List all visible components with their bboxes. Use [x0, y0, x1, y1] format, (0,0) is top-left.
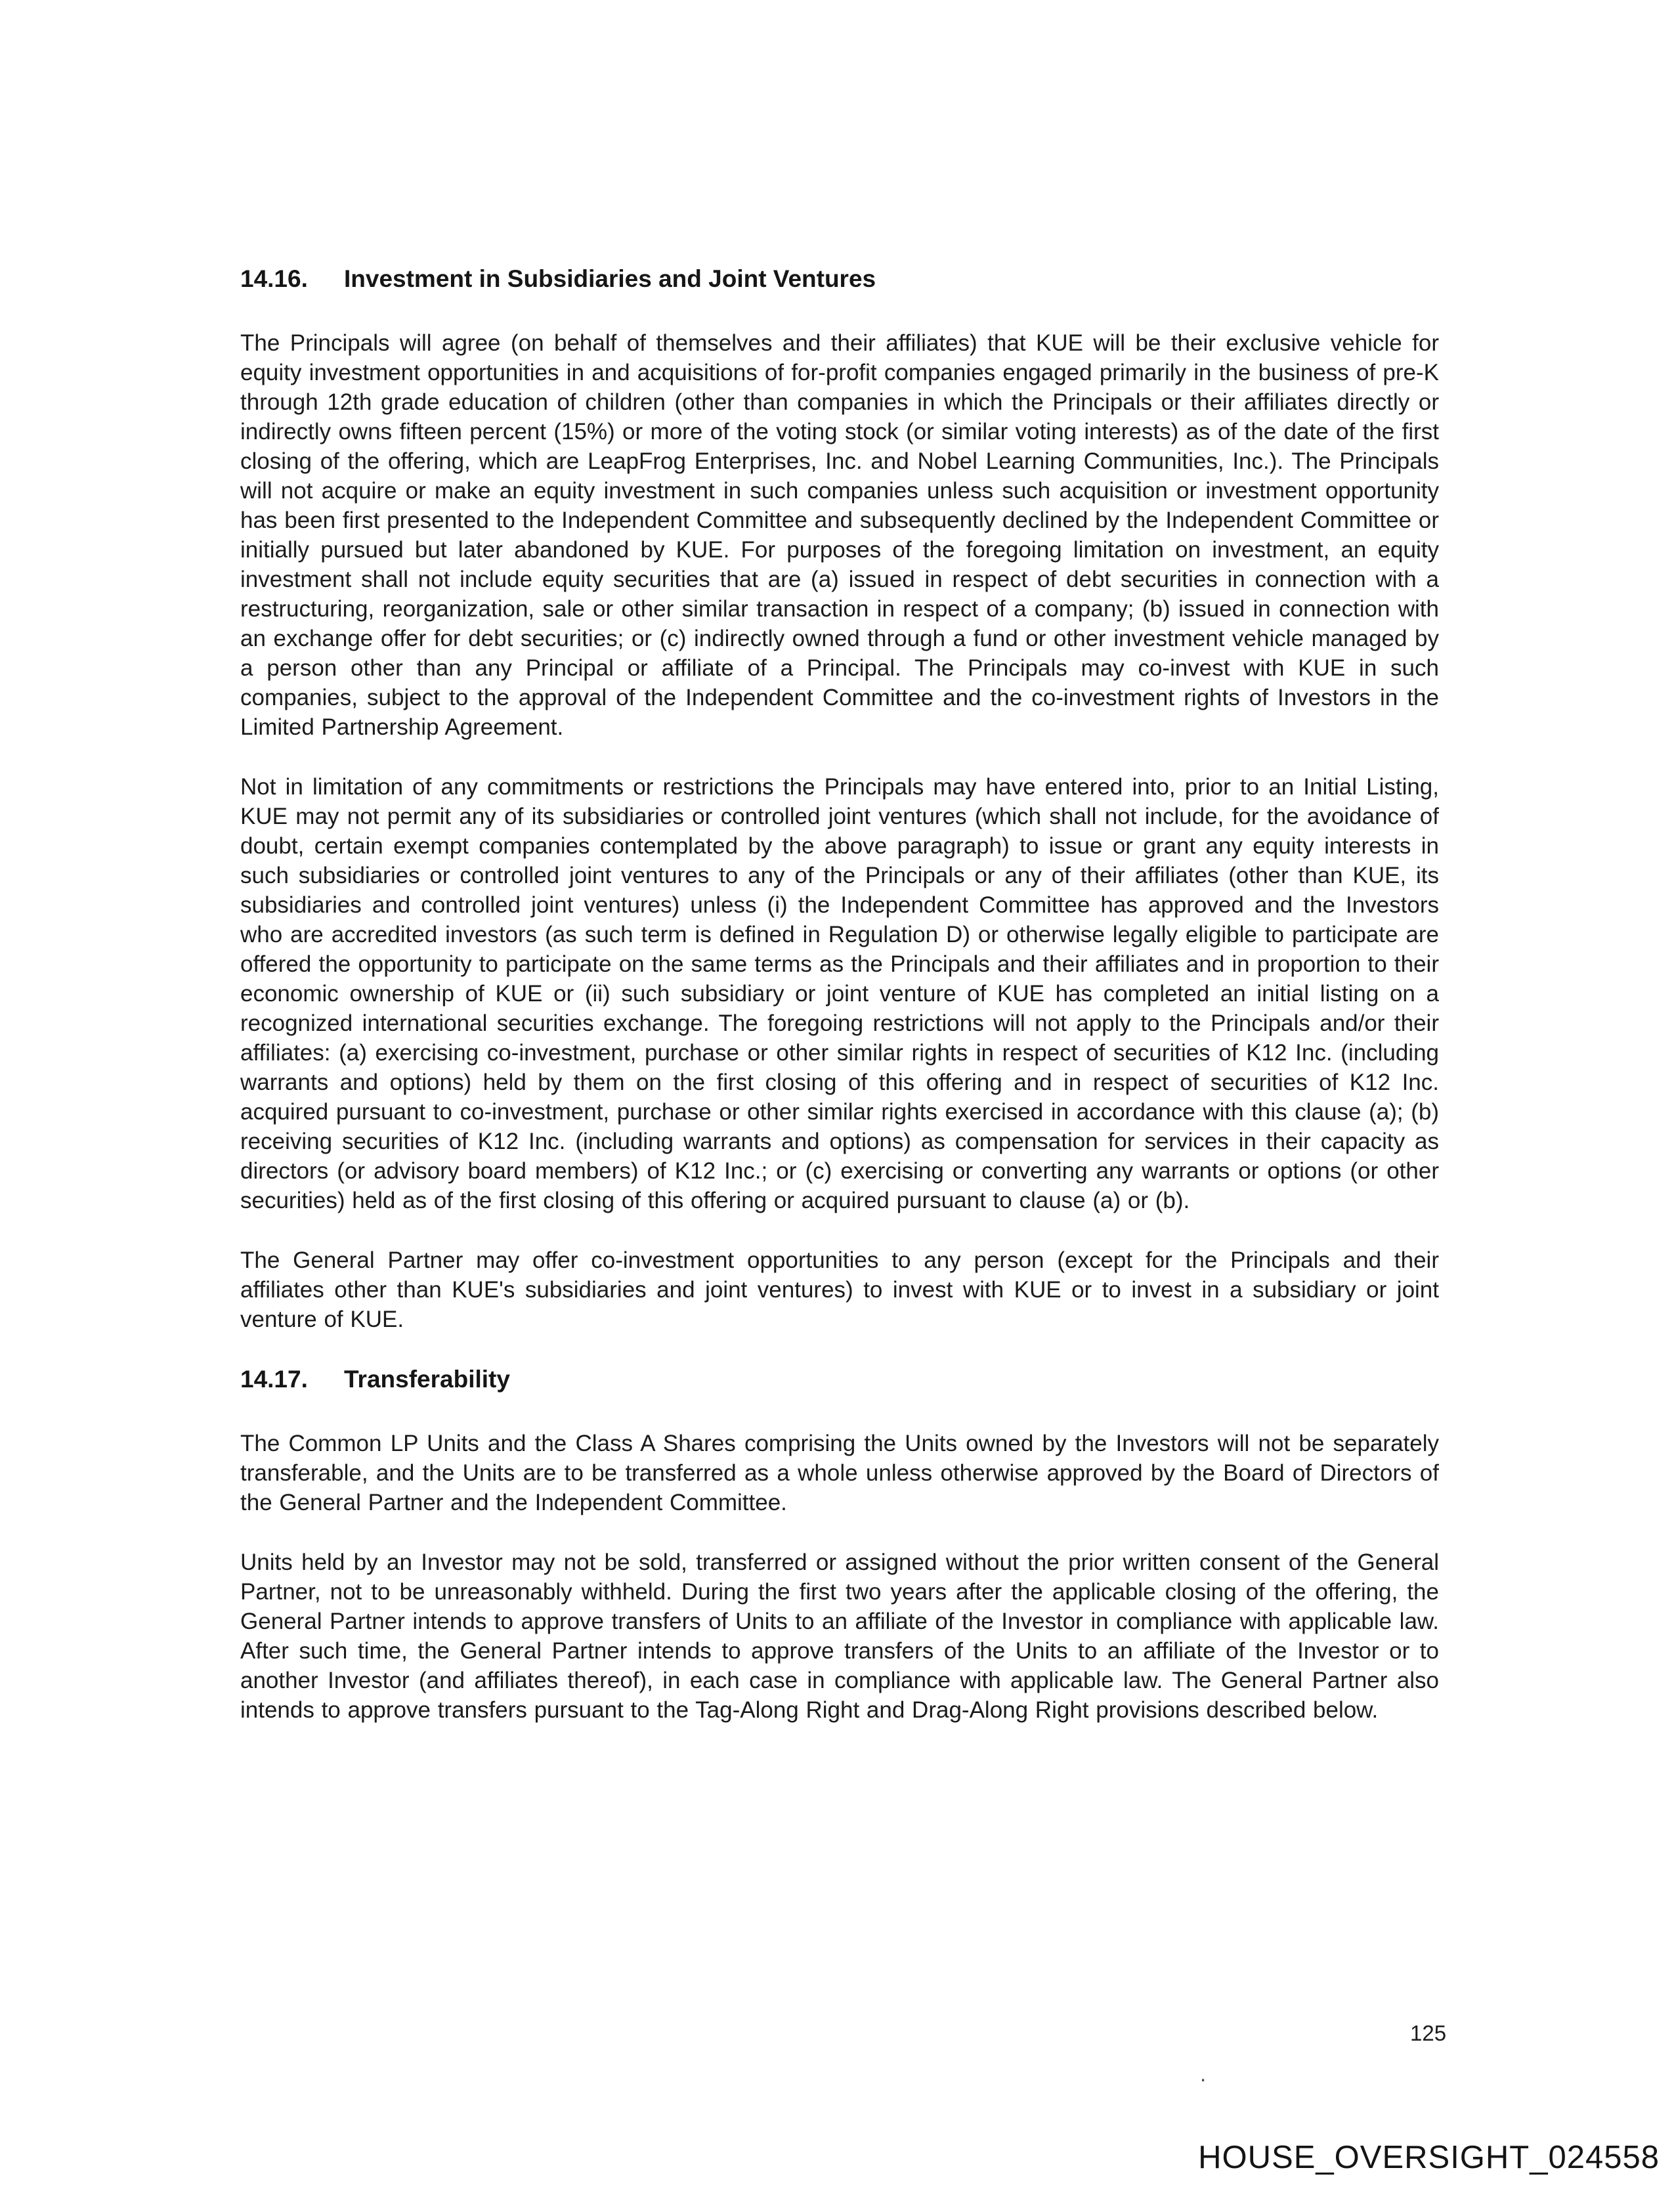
section-transferability — [240, 1364, 1439, 1725]
section-investment-in-subsidiaries — [240, 264, 1439, 1334]
page-number: 125 — [1410, 2021, 1447, 2045]
bates-stamp: HOUSE_OVERSIGHT_024558 — [1198, 2140, 1660, 2175]
paragraph: Not in limitation of any commitments or restrictions the Principals may have entered into, prior to an Initial Listing, KUE may not permit any of its subsidiaries or controlled joint ventures (which shall not include, for the avoidance of doubt, certain exempt companies contemplated by the above paragraph) to issue or grant any equity interests in such subsidiaries or controlled joint ventures to any of the Principals or any of their affiliates (other than KUE, its subsidiaries and controlled joint ventures) unless (i) the Independent Committee has approved and the Investors who are accredited investors (as such term is defined in Regulation D) or otherwise legally eligible to participate are offered the opportunity to participate on the same terms as the Principals and their affiliates and in proportion to their economic ownership of KUE or (ii) such subsidiary or joint venture of KUE has completed an initial listing on a recognized international securities exchange. The foregoing restrictions will not apply to the Principals and/or their affiliates: (a) exercising co-investment, purchase or other similar rights in respect of securities of K12 Inc. (including warrants and options) held by them on the first closing of this offering and in respect of securities of K12 Inc. acquired pursuant to co-investment, purchase or other similar rights exercised in accordance with this clause (a); (b) receiving securities of K12 Inc. (including warrants and options) as compensation for services in their capacity as directors (or advisory board members) of K12 Inc.; or (c) exercising or converting any warrants or options (or other securities) held as of the first closing of this offering or acquired pursuant to clause (a) or (b). — [240, 774, 1439, 1213]
document-content — [240, 264, 1439, 1755]
paragraph: Units held by an Investor may not be sold, transferred or assigned without the prior written consent of the General Partner, not to be unreasonably withheld. During the first two years after the applicable closing of the offering, the General Partner intends to approve transfers of Units to an affiliate of the Investor in compliance with applicable law. After such time, the General Partner intends to approve transfers of the Units to an affiliate of the Investor or to another Investor (and affiliates thereof), in each case in compliance with applicable law. The General Partner also intends to approve transfers pursuant to the Tag-Along Right and Drag-Along Right provisions described below. — [240, 1550, 1439, 1723]
section-heading — [240, 1364, 1439, 1395]
section-heading — [240, 264, 1439, 294]
section-title: Transferability — [344, 1366, 510, 1393]
paragraph: The Common LP Units and the Class A Shares comprising the Units owned by the Investors will not be separately transferable, and the Units are to be transferred as a whole unless otherwise approved by the Board of Directors of the General Partner and the Independent Committee. — [240, 1431, 1439, 1515]
section-title: Investment in Subsidiaries and Joint Ventures — [344, 265, 876, 292]
section-number: 14.17. — [240, 1366, 308, 1393]
paragraph: The Principals will agree (on behalf of themselves and their affiliates) that KUE will be their exclusive vehicle for equity investment opportunities in and acquisitions of for-profit companies engaged primarily in the business of pre-K through 12th grade education of children (other than companies in which the Principals or their affiliates directly or indirectly owns fifteen percent (15%) or more of the voting stock (or similar voting interests) as of the date of the first closing of the offering, which are LeapFrog Enterprises, Inc. and Nobel Learning Communities, Inc.). The Principals will not acquire or make an equity investment in such companies unless such acquisition or investment opportunity has been first presented to the Independent Committee and subsequently declined by the Independent Committee or initially pursued but later abandoned by KUE. For purposes of the foregoing limitation on investment, an equity investment shall not include equity securities that are (a) issued in respect of debt securities in connection with a restructuring, reorganization, sale or other similar transaction in respect of a company; (b) issued in connection with an exchange offer for debt securities; or (c) indirectly owned through a fund or other investment vehicle managed by a person other than any Principal or affiliate of a Principal. The Principals may co-invest with KUE in such companies, subject to the approval of the Independent Committee and the co-investment rights of Investors in the Limited Partnership Agreement. — [240, 330, 1439, 740]
paragraph: The General Partner may offer co-investment opportunities to any person (except for the Principals and their affiliates other than KUE's subsidiaries and joint ventures) to invest with KUE or to invest in a subsidiary or joint venture of KUE. — [240, 1247, 1439, 1332]
scan-artifact-dot: . — [1200, 2062, 1207, 2086]
section-number: 14.16. — [240, 265, 308, 292]
